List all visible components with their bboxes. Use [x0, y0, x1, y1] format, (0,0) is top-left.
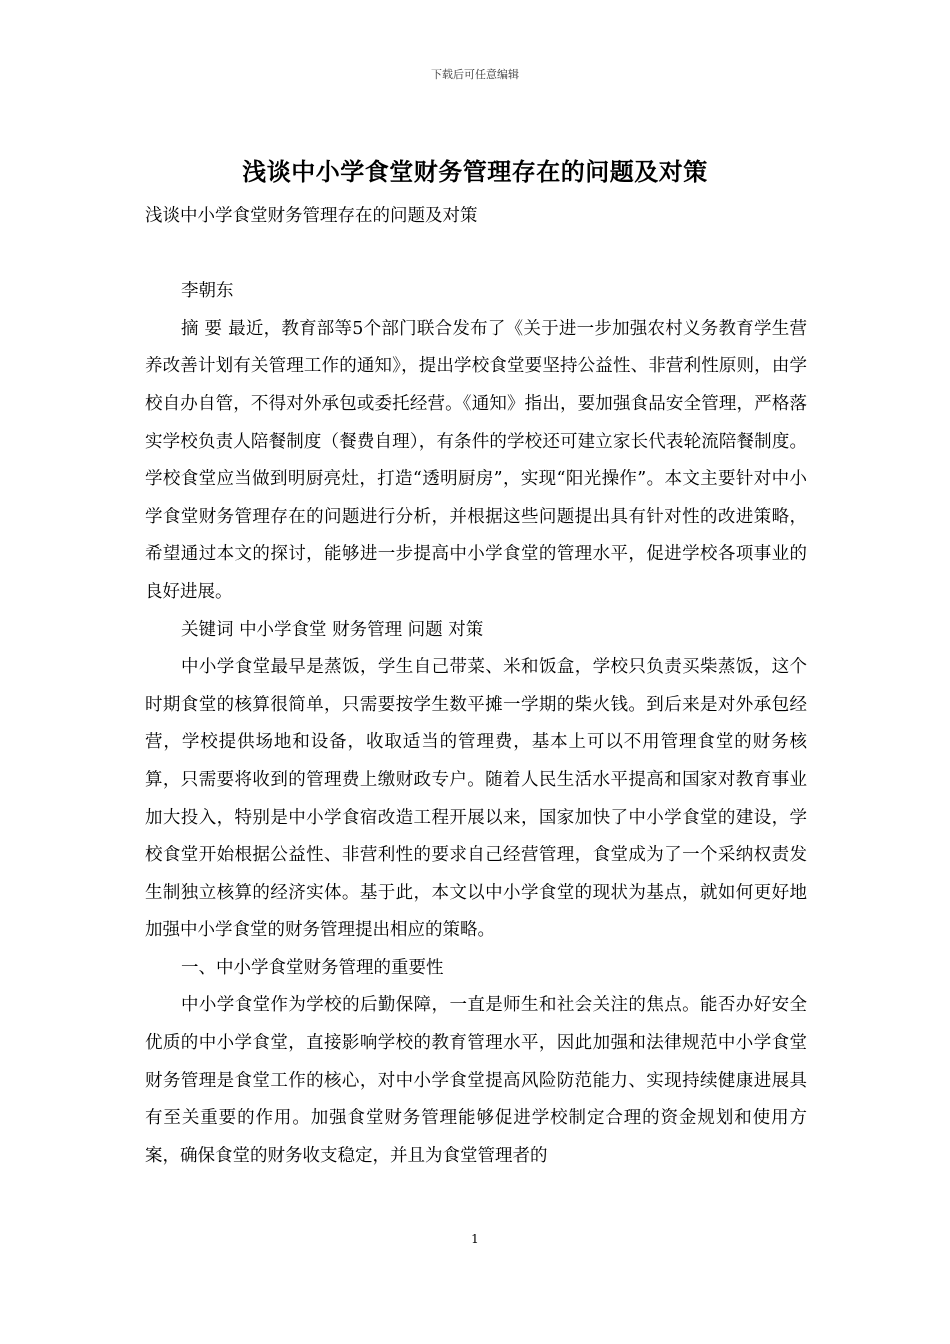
intro-paragraph: 中小学食堂最早是蒸饭，学生自己带菜、米和饭盒，学校只负责买柴蒸饭，这个时期食堂的核算很简单，只需要按学生数平摊一学期的柴火钱。到后来是对外承包经营，学校提供场地和设备，收取适当的管理费，基本上可以不用管理食堂的财务核算，只需要将收到的管理费上缴财政专户。随着人民生活水平提高和国家对教育事业加大投入，特别是中小学食宿改造工程开展以来，国家加快了中小学食堂的建设，学校食堂开始根据公益性、非营利性的要求自己经营管理，食堂成为了一个采纳权责发生制独立核算的经济实体。基于此，本文以中小学食堂的现状为基点，就如何更好地加强中小学食堂的财务管理提出相应的策略。	[145, 657, 807, 941]
author: 李朝东	[181, 281, 234, 302]
page-number: 1	[471, 1232, 479, 1246]
blank-line	[145, 236, 807, 274]
section-paragraph: 中小学食堂作为学校的后勤保障，一直是师生和社会关注的焦点。能否办好安全优质的中小学食堂，直接影响学校的教育管理水平，因此加强和法律规范中小学食堂财务管理是食堂工作的核心，对中小学食堂提高风险防范能力、实现持续健康进展具有至关重要的作用。加强食堂财务管理能够促进学校制定合理的资金规划和使用方案，确保食堂的财务收支稳定，并且为食堂管理者的	[145, 995, 807, 1166]
section-heading: 一、中小学食堂财务管理的重要性	[181, 957, 444, 978]
abstract-paragraph: 摘 要 最近，教育部等5个部门联合发布了《关于进一步加强农村义务教育学生营养改善计划有关管理工作的通知》，提出学校食堂要坚持公益性、非营利性原则，由学校自办自管，不得对外承包或委托经营。《通知》指出，要加强食品安全管理，严格落实学校负责人陪餐制度（餐费自理），有条件的学校还可建立家长代表轮流陪餐制度。学校食堂应当做到明厨亮灶，打造“透明厨房”，实现“阳光操作”。本文主要针对中小学食堂财务管理存在的问题进行分析，并根据这些问题提出具有针对性的改进策略，希望通过本文的探讨，能够进一步提高中小学食堂的管理水平，促进学校各项事业的良好进展。	[145, 318, 807, 602]
document-body	[145, 198, 807, 1175]
document-title: 浅谈中小学食堂财务管理存在的问题及对策	[242, 157, 708, 186]
header-note: 下载后可任意编辑	[431, 68, 519, 81]
keywords-line: 关键词 中小学食堂 财务管理 问题 对策	[181, 619, 484, 640]
document-subtitle: 浅谈中小学食堂财务管理存在的问题及对策	[145, 206, 478, 226]
